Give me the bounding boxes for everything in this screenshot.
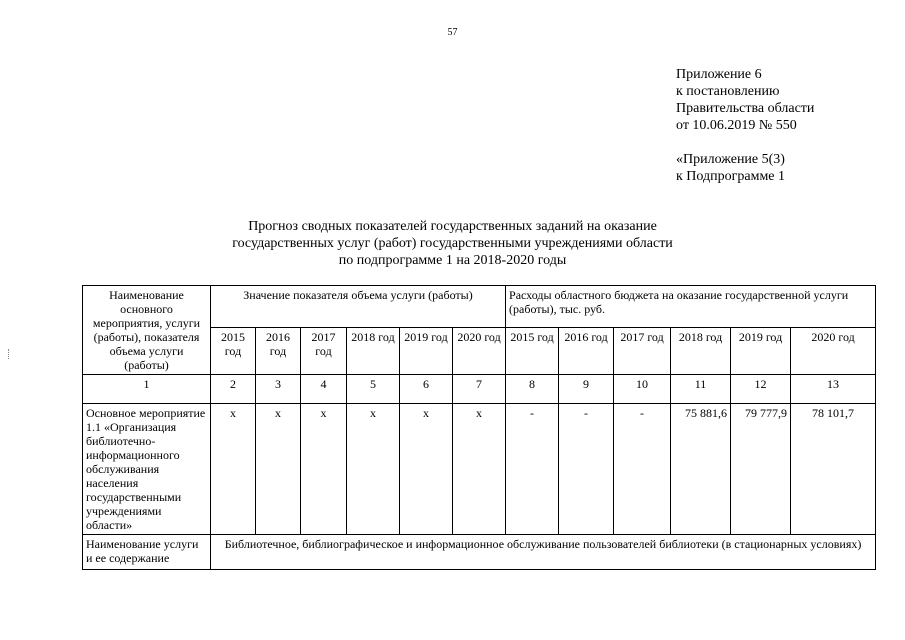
appendix-line: «Приложение 5(3) [676, 152, 785, 167]
appendix-line: Приложение 6 [676, 67, 762, 82]
table-cell: 78 101,7 [791, 404, 876, 535]
column-number: 8 [506, 375, 559, 404]
year-header: 2019 год [731, 328, 791, 375]
year-header: 2015 год [211, 328, 256, 375]
column-number: 4 [301, 375, 347, 404]
header-name-column: Наименование основного мероприятия, услуги (работы), показателя объема услуги (работы) [83, 286, 211, 375]
title-line: по подпрограмме 1 на 2018-2020 годы [338, 253, 567, 268]
appendix-line: к постановлению [676, 84, 780, 99]
table-cell: х [453, 404, 506, 535]
appendix-line: Правительства области [676, 101, 815, 116]
column-number: 5 [347, 375, 400, 404]
page-number: 57 [447, 27, 458, 38]
table-cell: 79 777,9 [731, 404, 791, 535]
appendix-block [676, 66, 814, 185]
column-number: 2 [211, 375, 256, 404]
year-header: 2017 год [301, 328, 347, 375]
table-row [83, 535, 876, 570]
year-header: 2020 год [453, 328, 506, 375]
year-header: 2020 год [791, 328, 876, 375]
header-volume-group: Значение показателя объема услуги (работы) [211, 286, 506, 328]
column-number: 12 [731, 375, 791, 404]
table-cell: х [256, 404, 301, 535]
column-number: 6 [400, 375, 453, 404]
table-cell: - [506, 404, 559, 535]
year-header: 2016 год [559, 328, 614, 375]
row-name: Основное мероприятие 1.1 «Организация библиотечно-информационного обслуживания населения государственными учреждениями области» [83, 404, 211, 535]
year-header: 2017 год [614, 328, 671, 375]
year-header: 2019 год [400, 328, 453, 375]
column-number: 1 [83, 375, 211, 404]
column-number: 9 [559, 375, 614, 404]
header-expense-group: Расходы областного бюджета на оказание государственной услуги (работы), тыс. руб. [506, 286, 876, 328]
column-numbers-row [83, 375, 876, 404]
table-cell: - [614, 404, 671, 535]
column-number: 7 [453, 375, 506, 404]
appendix-line: к Подпрограмме 1 [676, 169, 786, 184]
year-header: 2018 год [347, 328, 400, 375]
table-cell: - [559, 404, 614, 535]
table-cell: Библиотечное, библиографическое и информационное обслуживание пользователей библиотеки (в стационарных условиях) [211, 535, 876, 570]
table-header-row [83, 286, 876, 328]
table-cell: 75 881,6 [671, 404, 731, 535]
year-header: 2015 год [506, 328, 559, 375]
table-cell: х [347, 404, 400, 535]
column-number: 11 [671, 375, 731, 404]
year-header: 2016 год [256, 328, 301, 375]
indicators-table [82, 285, 876, 570]
column-number: 3 [256, 375, 301, 404]
margin-mark [8, 349, 13, 359]
table-cell: х [211, 404, 256, 535]
row-name: Наименование услуги и ее содержание [83, 535, 211, 570]
column-number: 10 [614, 375, 671, 404]
table-cell: х [400, 404, 453, 535]
table-cell: х [301, 404, 347, 535]
title-line: Прогноз сводных показателей государственных заданий на оказание [248, 219, 657, 234]
title-line: государственных услуг (работ) государственными учреждениями области [232, 236, 673, 251]
appendix-line: от 10.06.2019 № 550 [676, 118, 797, 133]
column-number: 13 [791, 375, 876, 404]
document-title [0, 218, 905, 269]
year-header: 2018 год [671, 328, 731, 375]
table-row [83, 404, 876, 535]
